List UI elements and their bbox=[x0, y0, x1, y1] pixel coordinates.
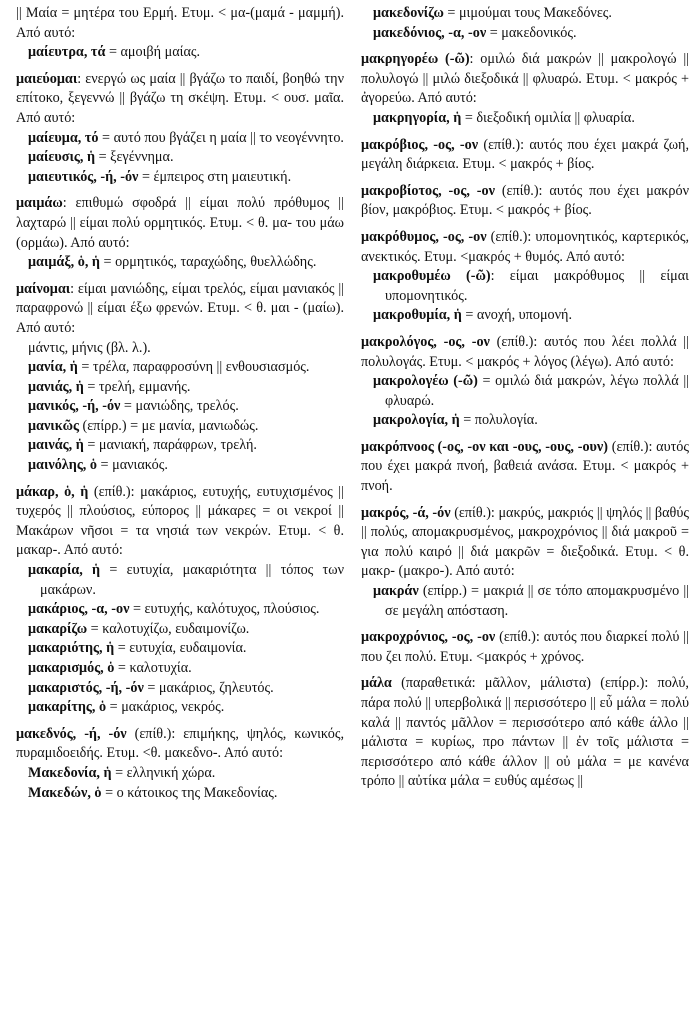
entry-text: μάκαρ, ὁ, ἡ (επίθ.): μακάριος, ευτυχής, ευτυχισμένος || τυχερός || πλούσιος, εύπορος || μάκαρες = οι νεκροί || Μακάρων νῆσοι = τα νησιά των νεκρών. Ετυμ. < θ. μακαρ-. Από αυτό: bbox=[16, 483, 344, 559]
derivative-item: μακαριστός, -ή, -όν = μακάριος, ζηλευτός. bbox=[28, 679, 274, 696]
entry-makrigoreo bbox=[361, 50, 689, 128]
entry-text: μακροβίοτος, -ος, -ον (επίθ.): αυτός που έχει μακρόν βίον, μακρόβιος. Ετυμ. < μακρός + βίος. bbox=[361, 182, 689, 219]
entry-text: μαίνομαι: είμαι μανιώδης, είμαι τρελός, είμαι μανιακός || παραφρονώ || είμαι έξω φρενών. Ετυμ. < θ. μαι - (μαίω). Από αυτό: bbox=[16, 280, 344, 336]
derivative-item: μανιάς, ἡ = τρελή, εμμανής. bbox=[28, 378, 191, 395]
entry-text: μαιεύομαι: ενεργώ ως μαία || βγάζω το παιδί, βοηθώ την επίτοκο, ξεγεννώ || βγάζω τη σκέψη. Ετυμ. < ουσ. μαῖα. Από αυτό: bbox=[16, 70, 344, 126]
entry-makroviotos bbox=[361, 182, 689, 221]
derivative-item: μανικός, -ή, -όν = μανιώδης, τρελός. bbox=[28, 398, 239, 415]
derivative-item: μακροθυμία, ἡ = ανοχή, υπομονή. bbox=[373, 307, 573, 324]
entry-text: μακρόβιος, -ος, -ον (επίθ.): αυτός που έχει μακρά ζωή, μεγάλη διάρκεια. Ετυμ. < μακρός + βίος. bbox=[361, 136, 689, 173]
derivative-item: μακάριος, -α, -ον = ευτυχής, καλότυχος, πλούσιος. bbox=[28, 601, 320, 618]
entry-text: μακρόθυμος, -ος, -ον (επίθ.): υπομονητικός, καρτερικός, ανεκτικός. Ετυμ. <μακρός + θυμός. Από αυτό: bbox=[361, 228, 689, 265]
derivative-item: μαιμάξ, ὁ, ἡ = ορμητικός, ταραχώδης, θυελλώδης. bbox=[28, 254, 317, 271]
derivative-item: μαινόλης, ὁ = μανιακός. bbox=[28, 457, 168, 474]
entry-makropnoos bbox=[361, 438, 689, 497]
entry-text: || Μαία = μητέρα του Ερμή. Ετυμ. < μα-(μαμά - μαμμή). Από αυτό: bbox=[16, 5, 344, 41]
derivative-item: μαινάς, ἡ = μανιακή, παράφρων, τρελή. bbox=[28, 437, 257, 454]
derivative-item: Μακεδών, ὁ = ο κάτοικος της Μακεδονίας. bbox=[28, 784, 278, 801]
derivative-item: μακαριότης, ἡ = ευτυχία, ευδαιμονία. bbox=[28, 640, 247, 657]
entry-mala bbox=[361, 674, 689, 792]
derivative-item: μανικῶς (επίρρ.) = με μανία, μανιωδώς. bbox=[28, 417, 259, 434]
entry-makednos-continued bbox=[361, 4, 689, 43]
derivative-item: μακρηγορία, ἡ = διεξοδική ομιλία || φλυαρία. bbox=[373, 109, 635, 126]
derivative-item: μαίευσις, ἡ = ξεγέννημα. bbox=[28, 149, 174, 166]
derivative-item: μακροθυμέω (-ῶ): είμαι μακρόθυμος || είμαι υπομονητικός. bbox=[373, 268, 690, 304]
derivative-item: μαίευμα, τό = αυτό που βγάζει η μαία || το νεογέννητο. bbox=[28, 129, 344, 146]
entry-maia bbox=[16, 4, 344, 63]
entry-makros bbox=[361, 504, 689, 622]
entry-maieuomai bbox=[16, 70, 344, 188]
derivative-item: μακεδονίζω = μιμούμαι τους Μακεδόνες. bbox=[373, 5, 612, 21]
entry-makednos bbox=[16, 725, 344, 803]
derivative-item: μακεδόνιος, -α, -ον = μακεδονικός. bbox=[373, 24, 577, 41]
entry-text: μακεδνός, -ή, -όν (επίθ.): επιμήκης, ψηλός, κωνικός, πυραμιδοειδής. Ετυμ. <θ. μακεδνο-. Από αυτό: bbox=[16, 725, 344, 762]
entry-text: μακρόπνοος (-ος, -ον και -ους, -ους, -ουν) (επίθ.): αυτός που έχει μακρά πνοή, βαθειά ανάσα. Ετυμ. < μακρός + πνοή. bbox=[361, 438, 690, 495]
derivative-item: Μακεδονία, ἡ = ελληνική χώρα. bbox=[28, 764, 216, 781]
entry-makrovios bbox=[361, 136, 689, 175]
entry-text: μακρηγορέω (-ῶ): ομιλώ διά μακρών || μακρολογώ || πολυλογώ || μιλώ διεξοδικά || φλυαρώ. Ετυμ. < μακρός + ἀγορεύω. Από αυτό: bbox=[361, 51, 689, 107]
derivative-item: μακαρίζω = καλοτυχίζω, ευδαιμονίζω. bbox=[28, 620, 250, 637]
derivative-item: μακαρία, ἡ = ευτυχία, μακαριότητα || τόπος των μακάρων. bbox=[28, 562, 344, 598]
entry-text: μαιμάω: επιθυμώ σφοδρά || είμαι πολύ πρόθυμος || λαχταρώ || είμαι πολύ ορμητικός. Ετυμ. < θ. μα- του μάω (ορμάω). Από αυτό: bbox=[16, 195, 344, 251]
entry-makrochronios bbox=[361, 628, 689, 667]
derivative-item: μακρολογέω (-ῶ) = ομιλώ διά μακρών, λέγω πολλά || φλυαρώ. bbox=[373, 373, 690, 409]
entry-text: μακροχρόνιος, -ος, -ον (επίθ.): αυτός που διαρκεί πολύ || που ζει πολύ. Ετυμ. <μακρός + χρόνος. bbox=[361, 629, 689, 665]
entry-text: μάλα (παραθετικά: μᾶλλον, μάλιστα) (επίρρ.): πολύ, πάρα πολύ || υπερβολικά || περισσότερο || εὖ μάλα = πολύ καλά || παντός μᾶλλον = περισσότερο από κάθε άλλο || μάλιστα = κυρίως, προ πάντων || ἐν τοῖς μάλιστα = περισσότερο από κάθε άλλον || οὐ μάλα = με κανένα τρόπο || αὐτίκα μάλα = ευθύς αμέσως || bbox=[361, 675, 689, 790]
entry-mainomai bbox=[16, 280, 344, 476]
entry-maimao bbox=[16, 194, 344, 272]
left-column bbox=[16, 4, 344, 810]
entry-text: μακρός, -ά, -όν (επίθ.): μακρύς, μακριός || ψηλός || βαθύς || πολύς, απομακρυσμένος, μακροχρόνιος || διά μακροῦ = για πολύ καιρό || διά μακρῶν = διεξοδικά. Ετυμ. < θ. μακρ- (μακρο-). Από αυτό: bbox=[361, 504, 689, 580]
entry-text: μακρολόγος, -ος, -ον (επίθ.): αυτός που λέει πολλά || πολυλογάς. Ετυμ. < μακρός + λόγος (λέγω). Από αυτό: bbox=[361, 333, 689, 370]
derivative-item: μαιευτικός, -ή, -όν = έμπειρος στη μαιευτική. bbox=[28, 168, 292, 185]
derivative-item: μακαρισμός, ὁ = καλοτυχία. bbox=[28, 660, 192, 676]
derivative-item: μανία, ἡ = τρέλα, παραφροσύνη || ενθουσιασμός. bbox=[28, 359, 310, 376]
derivative-item: μακαρίτης, ὁ = μακάριος, νεκρός. bbox=[28, 699, 225, 716]
right-column bbox=[361, 4, 689, 799]
entry-makrothymos bbox=[361, 228, 689, 326]
entry-makrologos bbox=[361, 333, 689, 431]
entry-makar bbox=[16, 483, 344, 718]
derivative-item: μαίευτρα, τά = αμοιβή μαίας. bbox=[28, 44, 201, 61]
derivative-item: μάντις, μήνις (βλ. λ.). bbox=[28, 339, 151, 356]
derivative-item: μακρολογία, ἡ = πολυλογία. bbox=[373, 412, 538, 429]
derivative-item: μακράν (επίρρ.) = μακριά || σε τόπο απομακρυσμένο || σε μεγάλη απόσταση. bbox=[373, 583, 689, 619]
